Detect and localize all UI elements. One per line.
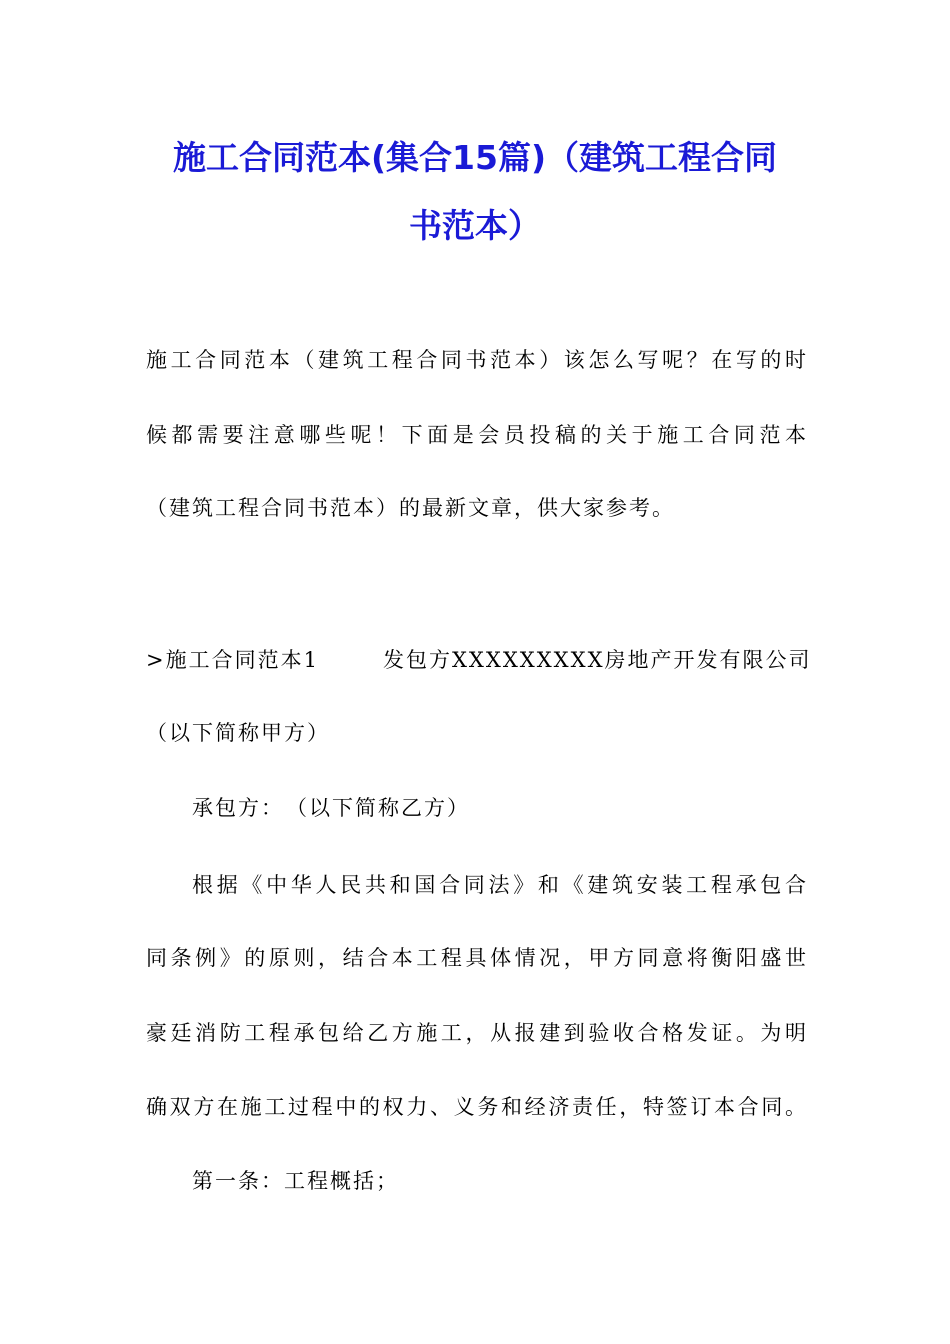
basis-line-2: 同条例》的原则，结合本工程具体情况，甲方同意将衡阳盛世 [146,946,806,970]
basis-line-4: 确双方在施工过程中的权力、义务和经济责任，特签订本合同。 [146,1095,806,1119]
intro-line-3: （建筑工程合同书范本）的最新文章，供大家参考。 [146,496,675,520]
intro-line-1: 施工合同范本（建筑工程合同书范本）该怎么写呢？在写的时 [146,348,806,372]
document-title-line-2: 书范本） [409,206,541,245]
intro-line-2: 候都需要注意哪些呢！下面是会员投稿的关于施工合同范本 [146,423,806,447]
basis-line-1: 根据《中华人民共和国合同法》和《建筑安装工程承包合 [192,873,806,897]
party-a-line-2: （以下简称甲方） [146,721,330,745]
document-title-line-1: 施工合同范本(集合15篇)（建筑工程合同 [172,138,778,177]
party-a-line-1: 发包方XXXXXXXXX房地产开发有限公司 [382,648,812,672]
basis-line-3: 豪廷消防工程承包给乙方施工，从报建到验收合格发证。为明 [146,1021,806,1045]
party-b-line: 承包方： （以下简称乙方） [192,796,470,820]
section-1-heading-row [146,645,812,675]
section-1-heading: >施工合同范本1 [146,648,319,672]
article-1-heading: 第一条：工程概括； [192,1169,399,1193]
